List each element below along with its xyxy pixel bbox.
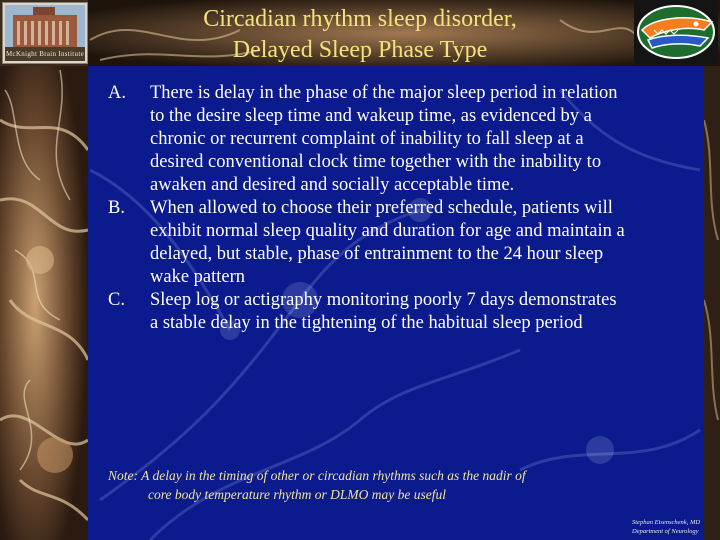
brain-institute-building-logo bbox=[2, 2, 88, 64]
criterion-marker: C. bbox=[108, 290, 125, 310]
footer-department: Department of Neurology bbox=[632, 528, 699, 535]
slide-note bbox=[108, 466, 618, 504]
title-line-2: Delayed Sleep Phase Type bbox=[232, 37, 488, 63]
title-line-1: Circadian rhythm sleep disorder, bbox=[203, 6, 517, 32]
note-line-2: core body temperature rhythm or DLMO may be useful bbox=[148, 487, 446, 502]
criterion-marker: B. bbox=[108, 198, 125, 218]
footer-author: Stephan Eisenschenk, MD bbox=[632, 519, 701, 526]
criterion-text: When allowed to choose their preferred schedule, patients will exhibit normal sleep quality and duration for age and maintain a delayed, but stable, phase of entrainment to the 24 hour sleep wake pattern bbox=[150, 198, 625, 287]
logo-windows bbox=[17, 21, 73, 45]
criterion-c bbox=[108, 289, 628, 335]
slide-title bbox=[120, 4, 600, 66]
criteria-list bbox=[108, 82, 628, 335]
criterion-marker: A. bbox=[108, 83, 126, 103]
criterion-a bbox=[108, 82, 628, 197]
criterion-b bbox=[108, 197, 628, 289]
florida-gators-logo bbox=[634, 0, 718, 64]
criterion-text: Sleep log or actigraphy monitoring poorly 7 days demonstrates a stable delay in the tightening of the habitual sleep period bbox=[150, 290, 617, 333]
logo-caption: McKnight Brain Institute bbox=[5, 47, 85, 61]
author-footer bbox=[632, 518, 718, 536]
note-line-1: Note: A delay in the timing of other or circadian rhythms such as the nadir of bbox=[108, 468, 526, 483]
criterion-text: There is delay in the phase of the major sleep period in relation to the desire sleep time and wakeup time, as evidenced by a chronic or recurrent complaint of inability to fall sleep at a desired conventional clock time together with the inability to awaken and desired and socially acceptable time. bbox=[150, 83, 618, 195]
